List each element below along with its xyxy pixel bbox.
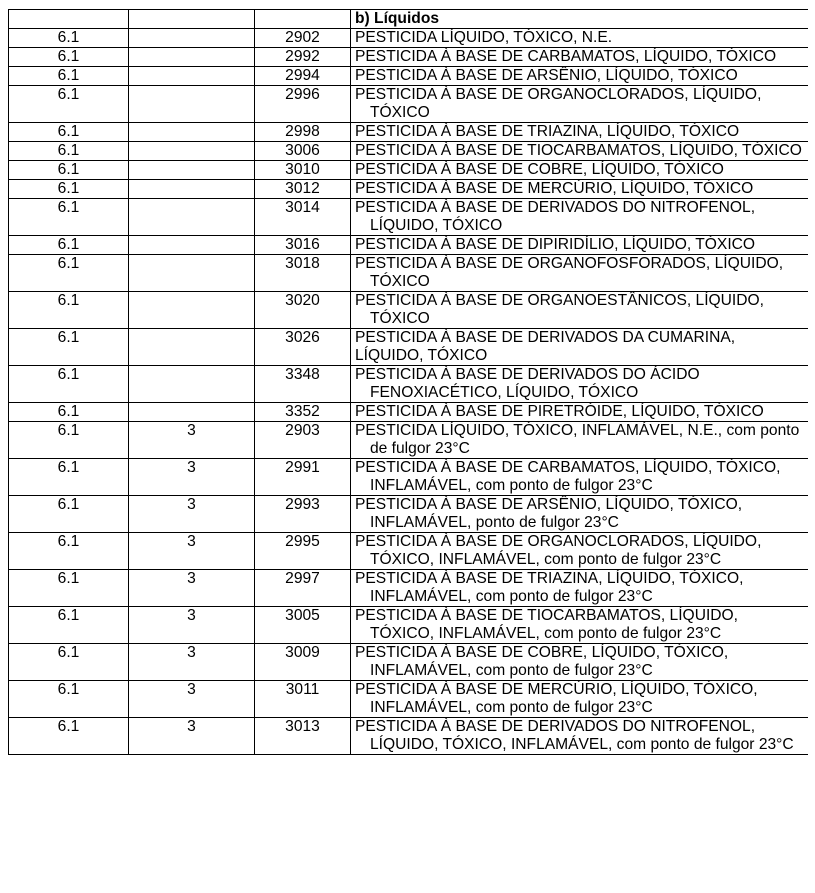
hazmat-table — [8, 9, 808, 755]
un-number-cell: 3016 — [255, 236, 351, 255]
subrisk-cell: 3 — [129, 496, 255, 533]
subrisk-cell: 3 — [129, 718, 255, 755]
un-number-cell: 3348 — [255, 366, 351, 403]
product-name: PESTICIDA À BASE DE TRIAZINA, LÍQUIDO, TÓXICO, INFLAMÁVEL, com ponto de fulgor 23°C — [355, 570, 744, 605]
subrisk-cell: 3 — [129, 459, 255, 496]
table-row — [9, 718, 809, 755]
un-number-cell: 3009 — [255, 644, 351, 681]
table-row — [9, 292, 809, 329]
subrisk-cell — [129, 199, 255, 236]
product-name: PESTICIDA À BASE DE DIPIRIDÍLIO, LÍQUIDO, TÓXICO — [355, 236, 756, 253]
class-cell: 6.1 — [9, 161, 129, 180]
table-row — [9, 236, 809, 255]
table-row — [9, 403, 809, 422]
class-cell: 6.1 — [9, 48, 129, 67]
section-title: b) Líquidos — [351, 10, 809, 29]
product-name-cell — [351, 161, 809, 180]
class-cell: 6.1 — [9, 86, 129, 123]
product-name-cell — [351, 681, 809, 718]
un-number-cell: 2991 — [255, 459, 351, 496]
product-name: PESTICIDA À BASE DE TRIAZINA, LÍQUIDO, TÓXICO — [355, 123, 740, 140]
subrisk-cell — [129, 10, 255, 29]
subrisk-cell — [129, 366, 255, 403]
subrisk-cell: 3 — [129, 681, 255, 718]
subrisk-cell — [129, 48, 255, 67]
subrisk-cell — [129, 236, 255, 255]
class-cell: 6.1 — [9, 533, 129, 570]
table-row — [9, 142, 809, 161]
subrisk-cell — [129, 180, 255, 199]
class-cell: 6.1 — [9, 255, 129, 292]
class-cell: 6.1 — [9, 644, 129, 681]
subrisk-cell — [129, 329, 255, 366]
un-number-cell: 2998 — [255, 123, 351, 142]
product-name: PESTICIDA À BASE DE DERIVADOS DO NITROFENOL, LÍQUIDO, TÓXICO, INFLAMÁVEL, com ponto de fulgor 23°C — [355, 718, 794, 753]
product-name-cell — [351, 86, 809, 123]
table-row — [9, 422, 809, 459]
table-row — [9, 459, 809, 496]
subrisk-cell — [129, 67, 255, 86]
product-name-cell — [351, 329, 809, 366]
product-name-cell — [351, 180, 809, 199]
product-name-cell — [351, 607, 809, 644]
table-row — [9, 681, 809, 718]
subrisk-cell — [129, 161, 255, 180]
un-number-cell: 2903 — [255, 422, 351, 459]
class-cell: 6.1 — [9, 29, 129, 48]
product-name-cell — [351, 459, 809, 496]
table-row — [9, 161, 809, 180]
subrisk-cell: 3 — [129, 644, 255, 681]
product-name: PESTICIDA À BASE DE ORGANOCLORADOS, LÍQUIDO, TÓXICO, INFLAMÁVEL, com ponto de fulgor 23°C — [355, 533, 762, 568]
un-number-cell: 3005 — [255, 607, 351, 644]
product-name-cell — [351, 496, 809, 533]
class-cell: 6.1 — [9, 67, 129, 86]
product-name: PESTICIDA LÍQUIDO, TÓXICO, INFLAMÁVEL, N.E., com ponto de fulgor 23°C — [355, 422, 800, 457]
product-name: PESTICIDA À BASE DE CARBAMATOS, LÍQUIDO, TÓXICO, INFLAMÁVEL, com ponto de fulgor 23°C — [355, 459, 781, 494]
class-cell: 6.1 — [9, 366, 129, 403]
product-name-cell — [351, 533, 809, 570]
section-header-row — [9, 10, 809, 29]
product-name: PESTICIDA À BASE DE DERIVADOS DA CUMARINA, LÍQUIDO, TÓXICO — [355, 329, 736, 364]
product-name-cell — [351, 199, 809, 236]
class-cell: 6.1 — [9, 329, 129, 366]
product-name-cell — [351, 123, 809, 142]
product-name-cell — [351, 366, 809, 403]
class-cell: 6.1 — [9, 199, 129, 236]
class-cell: 6.1 — [9, 718, 129, 755]
class-cell: 6.1 — [9, 180, 129, 199]
un-number-cell: 2997 — [255, 570, 351, 607]
product-name: PESTICIDA À BASE DE ARSÊNIO, LÍQUIDO, TÓXICO, INFLAMÁVEL, ponto de fulgor 23°C — [355, 496, 743, 531]
subrisk-cell — [129, 255, 255, 292]
class-cell: 6.1 — [9, 570, 129, 607]
table-row — [9, 123, 809, 142]
class-cell: 6.1 — [9, 496, 129, 533]
product-name-cell — [351, 29, 809, 48]
product-name-cell — [351, 142, 809, 161]
un-number-cell — [255, 10, 351, 29]
product-name: PESTICIDA À BASE DE MERCÚRIO, LÍQUIDO, TÓXICO — [355, 180, 754, 197]
product-name-cell — [351, 48, 809, 67]
subrisk-cell — [129, 29, 255, 48]
product-name: PESTICIDA À BASE DE COBRE, LÍQUIDO, TÓXICO — [355, 161, 724, 178]
class-cell: 6.1 — [9, 403, 129, 422]
un-number-cell: 3006 — [255, 142, 351, 161]
product-name: PESTICIDA À BASE DE ORGANOCLORADOS, LÍQUIDO, TÓXICO — [355, 86, 762, 121]
subrisk-cell — [129, 292, 255, 329]
subrisk-cell — [129, 403, 255, 422]
table-row — [9, 496, 809, 533]
un-number-cell: 3018 — [255, 255, 351, 292]
subrisk-cell: 3 — [129, 570, 255, 607]
product-name: PESTICIDA À BASE DE ORGANOFOSFORADOS, LÍQUIDO, TÓXICO — [355, 255, 784, 290]
subrisk-cell — [129, 123, 255, 142]
table-row — [9, 607, 809, 644]
table-row — [9, 67, 809, 86]
product-name-cell — [351, 570, 809, 607]
table-row — [9, 644, 809, 681]
table-row — [9, 199, 809, 236]
product-name: PESTICIDA À BASE DE ORGANOESTÂNICOS, LÍQUIDO, TÓXICO — [355, 292, 764, 327]
class-cell: 6.1 — [9, 681, 129, 718]
un-number-cell: 2993 — [255, 496, 351, 533]
un-number-cell: 3011 — [255, 681, 351, 718]
un-number-cell: 3014 — [255, 199, 351, 236]
product-name-cell — [351, 644, 809, 681]
class-cell: 6.1 — [9, 236, 129, 255]
subrisk-cell — [129, 86, 255, 123]
class-cell: 6.1 — [9, 607, 129, 644]
product-name: PESTICIDA À BASE DE TIOCARBAMATOS, LÍQUIDO, TÓXICO — [355, 142, 802, 159]
class-cell: 6.1 — [9, 123, 129, 142]
table-row — [9, 29, 809, 48]
product-name: PESTICIDA À BASE DE COBRE, LÍQUIDO, TÓXICO, INFLAMÁVEL, com ponto de fulgor 23°C — [355, 644, 729, 679]
subrisk-cell: 3 — [129, 607, 255, 644]
un-number-cell: 3013 — [255, 718, 351, 755]
product-name: PESTICIDA À BASE DE ARSÊNIO, LÍQUIDO, TÓXICO — [355, 67, 738, 84]
subrisk-cell: 3 — [129, 422, 255, 459]
product-name: PESTICIDA À BASE DE DERIVADOS DO NITROFENOL, LÍQUIDO, TÓXICO — [355, 199, 756, 234]
table-row — [9, 255, 809, 292]
un-number-cell: 3026 — [255, 329, 351, 366]
product-name-cell — [351, 292, 809, 329]
table-row — [9, 86, 809, 123]
product-name-cell — [351, 403, 809, 422]
un-number-cell: 3020 — [255, 292, 351, 329]
table-row — [9, 570, 809, 607]
class-cell: 6.1 — [9, 422, 129, 459]
un-number-cell: 2996 — [255, 86, 351, 123]
class-cell: 6.1 — [9, 142, 129, 161]
table-row — [9, 180, 809, 199]
un-number-cell: 3352 — [255, 403, 351, 422]
un-number-cell: 3010 — [255, 161, 351, 180]
product-name: PESTICIDA À BASE DE TIOCARBAMATOS, LÍQUIDO, TÓXICO, INFLAMÁVEL, com ponto de fulgor 23°C — [355, 607, 739, 642]
product-name-cell — [351, 422, 809, 459]
un-number-cell: 2994 — [255, 67, 351, 86]
product-name: PESTICIDA À BASE DE CARBAMATOS, LÍQUIDO, TÓXICO — [355, 48, 777, 65]
subrisk-cell: 3 — [129, 533, 255, 570]
class-cell: 6.1 — [9, 459, 129, 496]
product-name-cell — [351, 718, 809, 755]
un-number-cell: 2995 — [255, 533, 351, 570]
document-page — [8, 9, 808, 843]
class-cell: 6.1 — [9, 292, 129, 329]
table-row — [9, 329, 809, 366]
product-name: PESTICIDA À BASE DE MERCÚRIO, LÍQUIDO, TÓXICO, INFLAMÁVEL, com ponto de fulgor 23°C — [355, 681, 758, 716]
product-name: PESTICIDA LÍQUIDO, TÓXICO, N.E. — [355, 29, 613, 46]
subrisk-cell — [129, 142, 255, 161]
un-number-cell: 2902 — [255, 29, 351, 48]
table-row — [9, 48, 809, 67]
product-name: PESTICIDA À BASE DE PIRETRÓIDE, LÍQUIDO, TÓXICO — [355, 403, 764, 420]
product-name: PESTICIDA À BASE DE DERIVADOS DO ÁCIDO FENOXIACÉTICO, LÍQUIDO, TÓXICO — [355, 366, 700, 401]
product-name-cell — [351, 255, 809, 292]
un-number-cell: 2992 — [255, 48, 351, 67]
class-cell — [9, 10, 129, 29]
table-row — [9, 533, 809, 570]
table-row — [9, 366, 809, 403]
product-name-cell — [351, 236, 809, 255]
product-name-cell — [351, 67, 809, 86]
un-number-cell: 3012 — [255, 180, 351, 199]
